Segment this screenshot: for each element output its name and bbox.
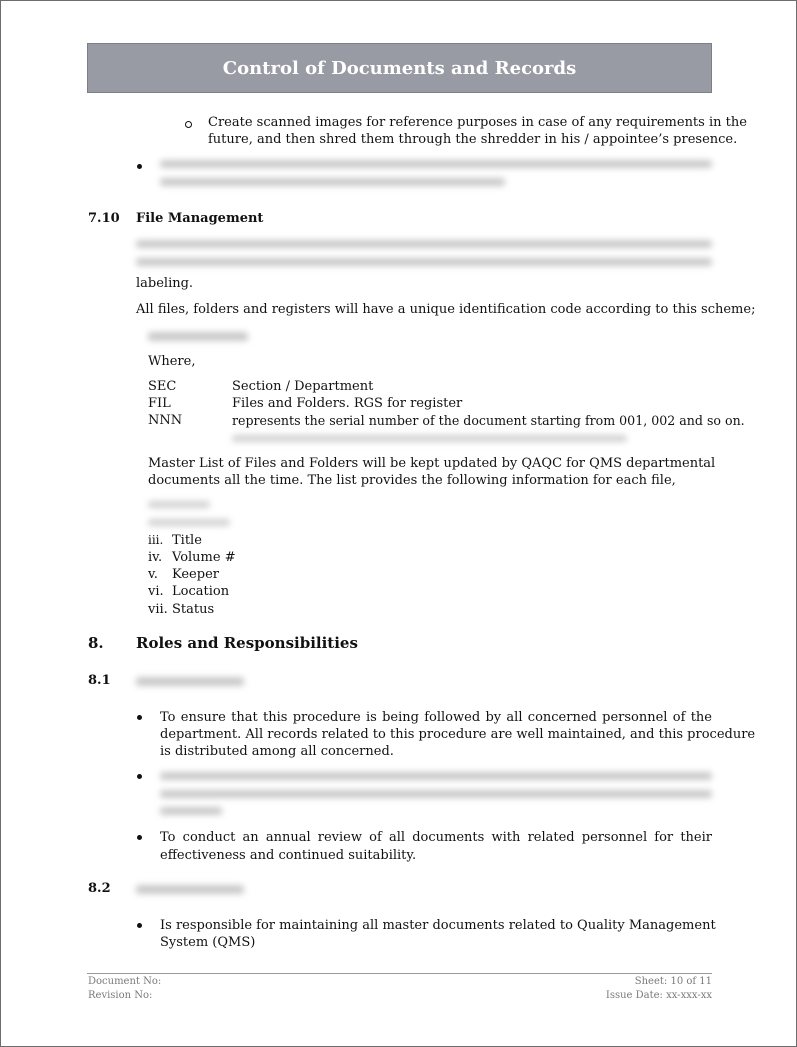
- list-item-text: Volume #: [172, 550, 236, 565]
- redacted-text: [136, 258, 712, 266]
- code-fil: FIL: [148, 396, 171, 411]
- footer-sheet: Sheet: 10 of 11: [634, 976, 712, 987]
- list-item-text: Title: [172, 533, 202, 548]
- redacted-text: [160, 807, 222, 815]
- code-nnn: NNN: [148, 413, 183, 428]
- redacted-text: [232, 435, 627, 442]
- redacted-text: [160, 772, 712, 780]
- bullet-line-2: System (QMS): [160, 935, 256, 950]
- redacted-text: [148, 332, 248, 341]
- bullet-line-2: effectiveness and continued suitability.: [160, 848, 417, 863]
- bullet-line-2: department. All records related to this procedure are well maintained, and this procedure: [160, 727, 756, 742]
- bullet-icon: [137, 835, 142, 840]
- subsection-number: 8.1: [88, 673, 111, 688]
- master-list-line-1: Master List of Files and Folders will be kept updated by QAQC for QMS departmental: [148, 456, 716, 471]
- code-nnn-desc: represents the serial number of the document starting from 001, 002 and so on.: [232, 413, 745, 428]
- redacted-text: [160, 178, 505, 186]
- section-number: 7.10: [88, 211, 120, 226]
- list-item-num: vi.: [148, 584, 164, 599]
- list-item-text: Keeper: [172, 567, 219, 582]
- list-item-num: v.: [148, 567, 158, 582]
- where-label: Where,: [148, 354, 196, 369]
- section-title: File Management: [136, 211, 264, 226]
- list-item-text: Status: [172, 602, 215, 617]
- sub-bullet-line-1: Create scanned images for reference purposes in case of any requirements in the: [208, 115, 747, 130]
- bullet-icon: [137, 774, 142, 779]
- list-item-num: iii.: [148, 533, 164, 547]
- redacted-text: [160, 160, 712, 168]
- list-item-text: Location: [172, 584, 230, 599]
- code-fil-desc: Files and Folders. RGS for register: [232, 396, 463, 411]
- bullet-icon: [137, 923, 142, 928]
- section-number: 8.: [88, 634, 104, 652]
- redacted-list-item: [148, 501, 210, 508]
- bullet-icon: [137, 715, 142, 720]
- sub-bullet-line-2: future, and then shred them through the shredder in his / appointee’s presence.: [208, 132, 738, 147]
- bullet-icon: [137, 164, 142, 169]
- sub-bullet-icon: [185, 121, 192, 128]
- redacted-text: [136, 240, 712, 248]
- footer-document-no: Document No:: [88, 976, 162, 987]
- paragraph-end: labeling.: [136, 276, 194, 291]
- footer-issue-date: Issue Date: xx-xxx-xx: [605, 990, 712, 1001]
- master-list-line-2: documents all the time. The list provides the following information for each file,: [148, 473, 676, 488]
- redacted-heading: [136, 677, 244, 686]
- code-sec: SEC: [148, 379, 177, 394]
- subsection-number: 8.2: [88, 881, 111, 896]
- redacted-text: [160, 790, 712, 798]
- bullet-line-1: To conduct an annual review of all documents with related personnel for their: [160, 830, 712, 845]
- footer-revision-no: Revision No:: [88, 990, 153, 1001]
- bullet-line-1: Is responsible for maintaining all master documents related to Quality Management: [160, 918, 716, 933]
- redacted-heading: [136, 885, 244, 894]
- list-item-num: iv.: [148, 550, 163, 565]
- paragraph: All files, folders and registers will have a unique identification code according to this scheme;: [136, 302, 756, 317]
- section-title: Roles and Responsibilities: [136, 634, 358, 652]
- redacted-list-item: [148, 519, 230, 526]
- bullet-line-3: is distributed among all concerned.: [160, 744, 394, 759]
- code-sec-desc: Section / Department: [232, 379, 374, 394]
- page-header-title: Control of Documents and Records: [87, 43, 712, 93]
- bullet-line-1: To ensure that this procedure is being followed by all concerned personnel of the: [160, 710, 712, 725]
- list-item-num: vii.: [148, 602, 168, 617]
- footer-divider: [87, 973, 712, 974]
